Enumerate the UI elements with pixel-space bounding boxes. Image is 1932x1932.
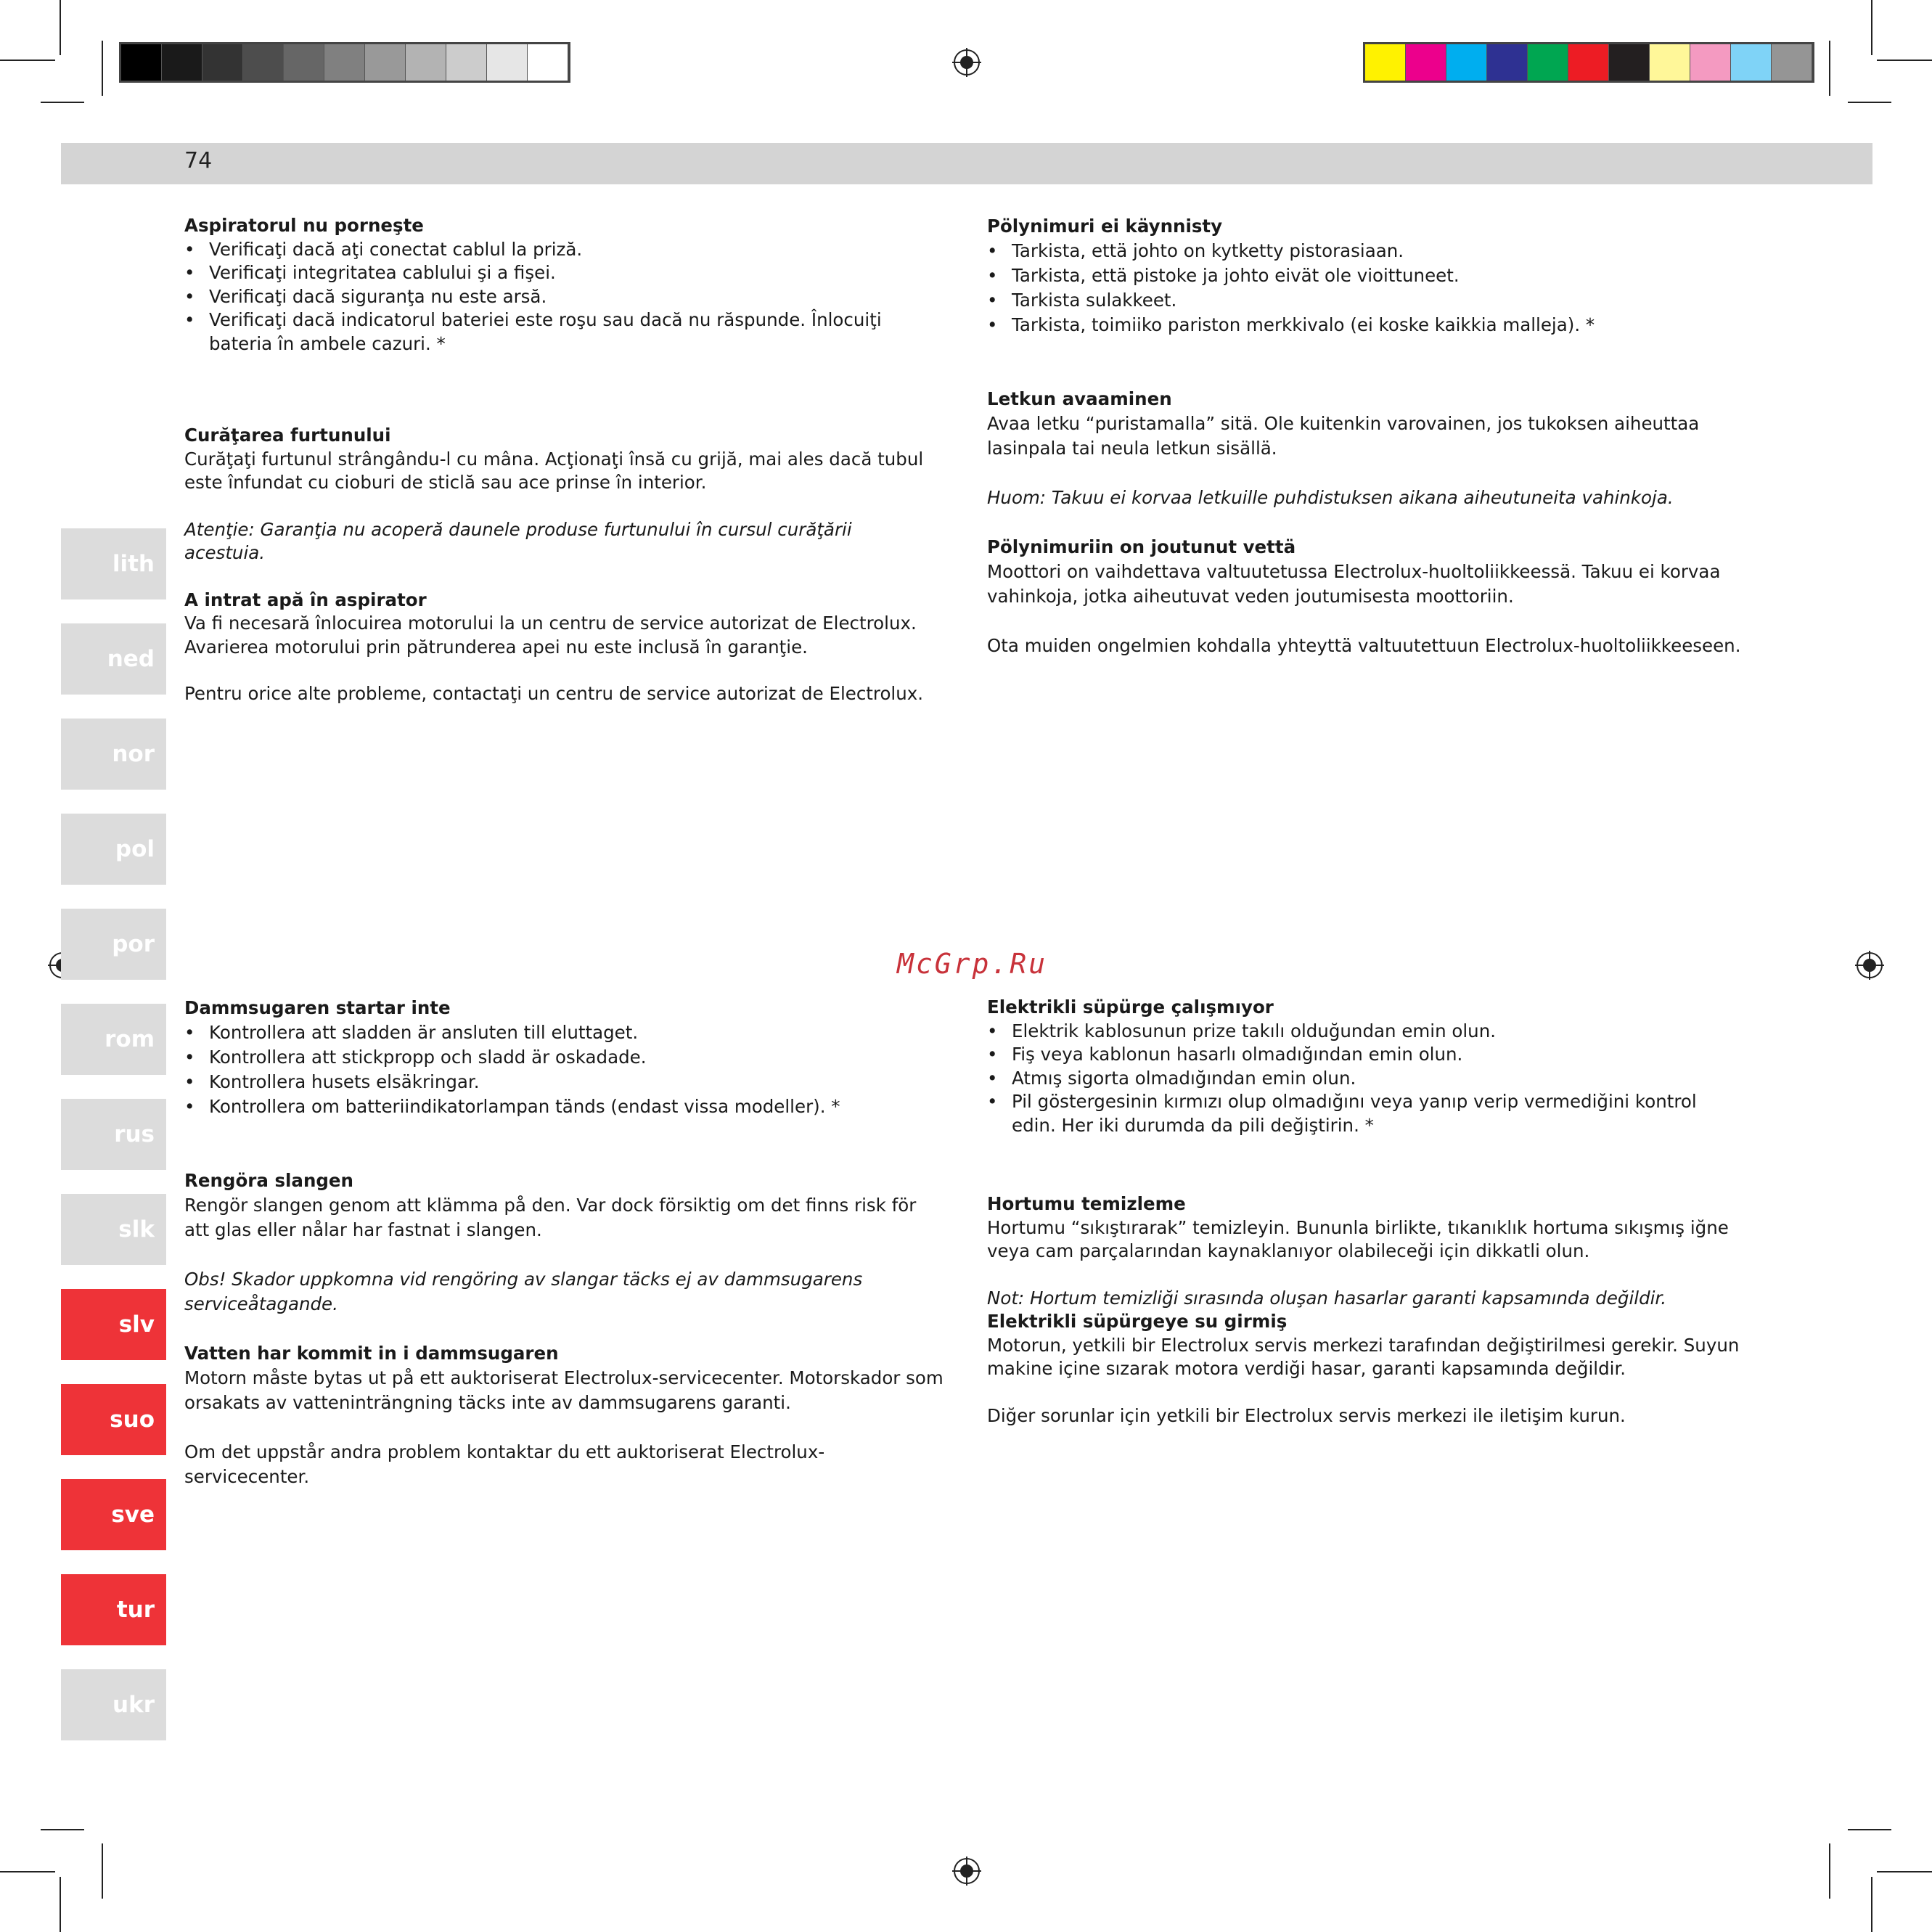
tab-rom[interactable]: rom: [61, 1004, 166, 1075]
list-item: • Kontrollera om batteriindikatorlampan tänds (endast vissa modeller). *: [184, 1094, 946, 1119]
warranty-note: Obs! Skador uppkomna vid rengöring av slangar täcks ej av dammsugarens serviceåtagande.: [184, 1269, 863, 1314]
color-swatch: [365, 44, 406, 81]
registration-mark-icon: [1855, 951, 1884, 980]
paragraph: Diğer sorunlar için yetkili bir Electrolux servis merkezi ile iletişim kurun.: [987, 1404, 1626, 1426]
tab-por[interactable]: por: [61, 909, 166, 980]
crop-mark: [1848, 102, 1891, 103]
list-item: • Pil göstergesinin kırmızı olup olmadığını veya yanıp verip vermediğini kontrol edin. Her iki durumda da pili değiştirin. *: [987, 1090, 1742, 1137]
paragraph: Motorn måste bytas ut på ett auktoriserat Electrolux-servicecenter. Motorskador som orsakats av vatteninträngning täcks inte av dammsugarens garanti.: [184, 1367, 944, 1413]
tab-ned[interactable]: ned: [61, 623, 166, 695]
heading-water-ingress: A intrat apă în aspirator: [184, 589, 427, 610]
header-band: [61, 143, 1872, 184]
paragraph: Ota muiden ongelmien kohdalla yhteyttä valtuutettuun Electrolux-huoltoliikkeeseen.: [987, 635, 1741, 656]
heading-not-starting: Elektrikli süpürge çalışmıyor: [987, 996, 1274, 1018]
tab-suo[interactable]: suo: [61, 1384, 166, 1455]
tab-slk[interactable]: slk: [61, 1194, 166, 1265]
color-swatch: [1731, 44, 1772, 81]
crop-mark: [60, 1877, 61, 1932]
heading-not-starting: Pölynimuri ei käynnisty: [987, 216, 1223, 237]
page-number: 74: [184, 148, 213, 173]
registration-mark-icon: [952, 1857, 981, 1886]
color-swatch: [1772, 44, 1812, 81]
crop-mark: [1877, 60, 1932, 61]
heading-not-starting: Aspiratorul nu porneşte: [184, 215, 424, 236]
heading-water-ingress: Pölynimuriin on joutunut vettä: [987, 536, 1296, 557]
warranty-note: Atenţie: Garanţia nu acoperă daunele produse furtunului în cursul curăţării acestuia.: [184, 518, 852, 563]
checklist: [184, 238, 932, 356]
list-item: • Verificaţi dacă aţi conectat cablul la priză.: [184, 238, 932, 262]
paragraph: Pentru orice alte probleme, contactaţi un centru de service autorizat de Electrolux.: [184, 683, 924, 704]
checklist: [987, 1020, 1742, 1138]
crop-mark: [41, 1829, 84, 1830]
paragraph: Curăţaţi furtunul strângându-l cu mâna. Acţionaţi însă cu grijă, mai ales dacă tubul este înfundat cu cioburi de sticlă sau ace prinse în interior.: [184, 448, 924, 493]
crop-mark: [1877, 1871, 1932, 1872]
heading-not-starting: Dammsugaren startar inte: [184, 997, 451, 1018]
tab-slv[interactable]: slv: [61, 1289, 166, 1360]
color-swatch: [202, 44, 243, 81]
crop-mark: [0, 60, 55, 61]
color-swatch: [284, 44, 324, 81]
color-swatch: [1365, 44, 1406, 81]
list-item: • Kontrollera att sladden är ansluten till eluttaget.: [184, 1020, 946, 1045]
warranty-note: Not: Hortum temizliği sırasında oluşan hasarlar garanti kapsamında değildir.: [987, 1287, 1667, 1309]
color-swatch: [1446, 44, 1487, 81]
paragraph: Moottori on vaihdettava valtuutetussa Electrolux-huoltoliikkeessä. Takuu ei korvaa vahinkoja, jotka aiheutuvat veden joutumisesta moottoriin.: [987, 561, 1721, 607]
crop-mark: [41, 102, 84, 103]
list-item: • Kontrollera att stickpropp och sladd är oskadade.: [184, 1045, 946, 1070]
list-item: • Verificaţi dacă indicatorul bateriei este roşu sau dacă nu răspunde. Înlocuiţi bateria în ambele cazuri. *: [184, 308, 932, 356]
color-swatch: [406, 44, 446, 81]
color-swatch: [1528, 44, 1568, 81]
list-item: • Atmış sigorta olmadığından emin olun.: [987, 1067, 1742, 1091]
color-swatch: [243, 44, 284, 81]
crop-mark: [102, 1843, 103, 1899]
heading-hose-cleaning: Rengöra slangen: [184, 1170, 353, 1191]
crop-mark: [60, 0, 61, 55]
color-swatch: [1568, 44, 1609, 81]
color-swatch: [1650, 44, 1690, 81]
color-swatch: [121, 44, 162, 81]
color-swatch: [446, 44, 487, 81]
paragraph: Om det uppstår andra problem kontaktar du ett auktoriserat Electrolux-servicecenter.: [184, 1441, 825, 1487]
tab-sve[interactable]: sve: [61, 1479, 166, 1550]
tab-tur[interactable]: tur: [61, 1574, 166, 1645]
section-rom: [184, 214, 932, 706]
crop-mark: [1848, 1829, 1891, 1830]
color-swatch: [1609, 44, 1650, 81]
crop-mark: [0, 1871, 55, 1872]
list-item: • Tarkista sulakkeet.: [987, 288, 1742, 313]
heading-water-ingress: Elektrikli süpürgeye su girmiş: [987, 1311, 1288, 1332]
crop-mark: [1829, 1843, 1830, 1899]
list-item: • Verificaţi dacă siguranţa nu este arsă.: [184, 285, 932, 309]
list-item: • Verificaţi integritatea cablului şi a fişei.: [184, 261, 932, 285]
tab-lith[interactable]: lith: [61, 528, 166, 599]
list-item: • Kontrollera husets elsäkringar.: [184, 1070, 946, 1094]
paragraph: Hortumu “sıkıştırarak” temizleyin. Bununla birlikte, tıkanıklık hortuma sıkışmış iğne veya cam parçalarından kaynaklanıyor olabileceği için dikkatli olun.: [987, 1216, 1729, 1261]
color-swatch: [162, 44, 202, 81]
crop-mark: [1871, 0, 1872, 55]
paragraph: Motorun, yetkili bir Electrolux servis merkezi tarafından değiştirilmesi gerekir. Suyun makine içine sızarak motora verdiği hasar, garanti kapsamında değildir.: [987, 1334, 1740, 1379]
list-item: • Fiş veya kablonun hasarlı olmadığından emin olun.: [987, 1043, 1742, 1067]
grayscale-calibration-bar: [119, 42, 570, 83]
list-item: • Tarkista, että johto on kytketty pistorasiaan.: [987, 239, 1742, 263]
color-swatch: [487, 44, 528, 81]
color-swatch: [1487, 44, 1528, 81]
section-sve: [184, 996, 946, 1489]
paragraph: Avaa letku “puristamalla” sitä. Ole kuitenkin varovainen, jos tukoksen aiheuttaa lasinpala tai neula letkun sisällä.: [987, 413, 1700, 459]
paragraph: Rengör slangen genom att klämma på den. Var dock försiktig om det finns risk för att glas eller nålar har fastnat i slangen.: [184, 1195, 917, 1240]
tab-rus[interactable]: rus: [61, 1099, 166, 1170]
checklist: [184, 1020, 946, 1119]
color-swatch: [528, 44, 568, 81]
tab-ukr: ukr: [61, 1669, 166, 1740]
tab-nor[interactable]: nor: [61, 719, 166, 790]
color-swatch: [1690, 44, 1731, 81]
section-tur: [987, 996, 1742, 1428]
crop-mark: [102, 41, 103, 96]
heading-hose-opening: Letkun avaaminen: [987, 388, 1172, 409]
color-swatch: [324, 44, 365, 81]
crop-mark: [1829, 41, 1830, 96]
warranty-note: Huom: Takuu ei korvaa letkuille puhdistuksen aikana aiheutuneita vahinkoja.: [987, 487, 1674, 508]
list-item: • Tarkista, että pistoke ja johto eivät ole vioittuneet.: [987, 263, 1742, 288]
heading-hose-cleaning: Hortumu temizleme: [987, 1193, 1186, 1214]
color-swatch: [1406, 44, 1446, 81]
heading-water-ingress: Vatten har kommit in i dammsugaren: [184, 1343, 559, 1364]
tab-pol[interactable]: pol: [61, 814, 166, 885]
crop-mark: [1871, 1877, 1872, 1932]
watermark: McGrp.Ru: [897, 948, 1048, 980]
registration-mark-icon: [952, 48, 981, 77]
color-calibration-bar: [1363, 42, 1814, 83]
list-item: • Elektrik kablosunun prize takılı olduğundan emin olun.: [987, 1020, 1742, 1044]
heading-hose-cleaning: Curăţarea furtunului: [184, 425, 391, 446]
list-item: • Tarkista, toimiiko pariston merkkivalo (ei koske kaikkia malleja). *: [987, 313, 1742, 337]
section-suo: [987, 214, 1742, 658]
checklist: [987, 239, 1742, 337]
paragraph: Va fi necesară înlocuirea motorului la un centru de service autorizat de Electrolux. Avarierea motorului prin pătrunderea apei nu este inclusă în garanţie.: [184, 613, 917, 658]
